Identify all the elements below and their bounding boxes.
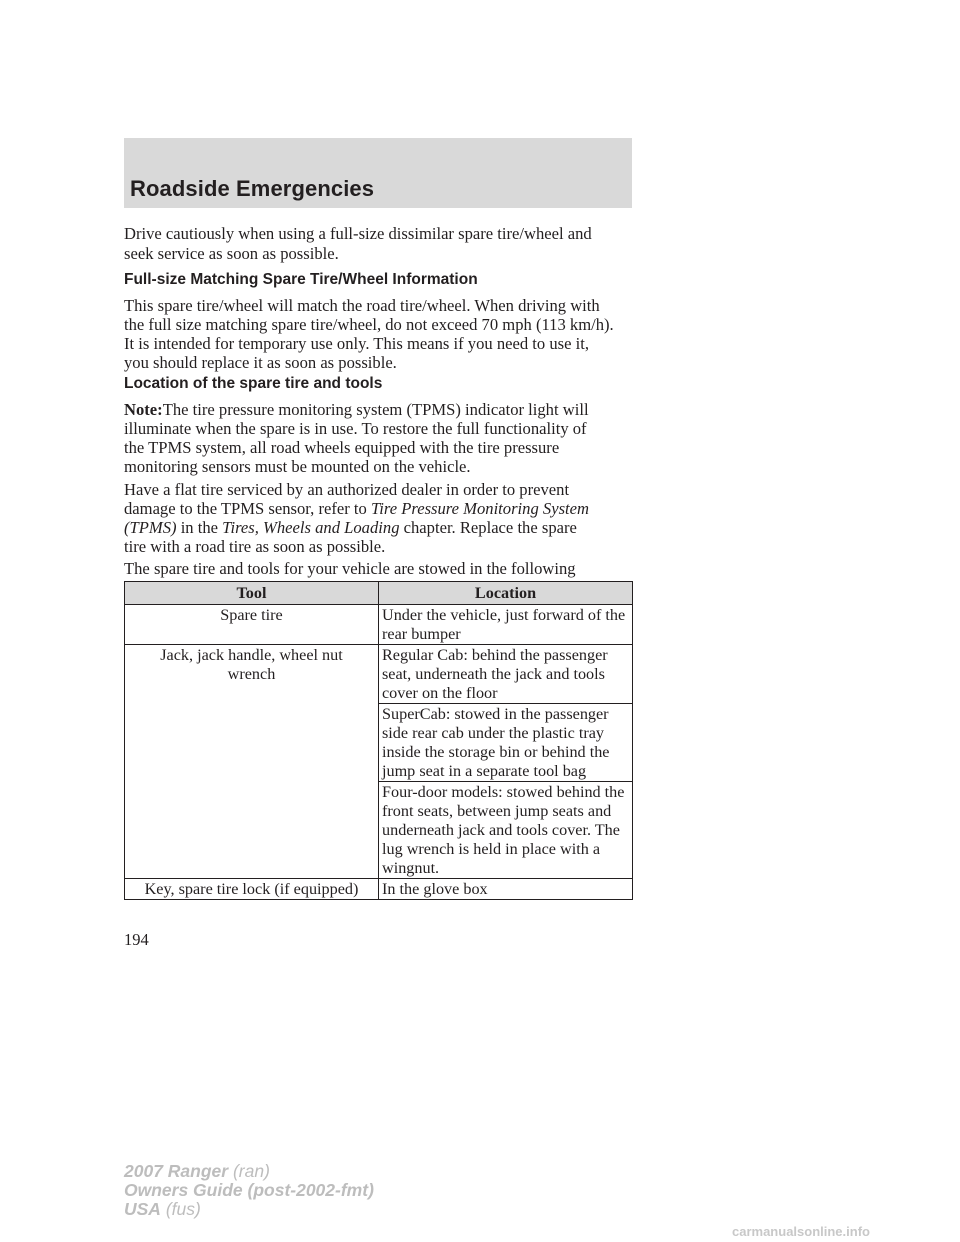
footer-region: USA: [124, 1199, 161, 1219]
intro-line-2: seek service as soon as possible.: [124, 244, 339, 263]
paragraph-line: the full size matching spare tire/wheel, do not exceed 70 mph (113 km/h).: [124, 315, 614, 334]
table-row: [125, 645, 633, 704]
footer-line-2: Owners Guide (post-2002-fmt): [124, 1180, 374, 1200]
note-line: the TPMS system, all road wheels equipped with the tire pressure: [124, 438, 560, 457]
table-cell-location: Four-door models: stowed behind the front seats, between jump seats and underneath jack and tools cover. The lug wrench is held in place with a wingnut.: [379, 782, 633, 879]
table-header-row: [125, 582, 633, 605]
table-cell-tool: Key, spare tire lock (if equipped): [125, 879, 379, 900]
document-footer: [124, 1162, 374, 1219]
footer-line-3: [124, 1200, 374, 1219]
paragraph-line: The spare tire and tools for your vehicle are stowed in the following: [124, 559, 576, 578]
footer-model-code: (ran): [228, 1161, 270, 1181]
footer-region-code: (fus): [160, 1199, 201, 1219]
paragraph-line: tire with a road tire as soon as possible.: [124, 537, 386, 556]
note-line: monitoring sensors must be mounted on the vehicle.: [124, 457, 471, 476]
paragraph-line: [124, 518, 636, 537]
text-run: in the: [176, 518, 223, 537]
paragraph-line: This spare tire/wheel will match the road tire/wheel. When driving with: [124, 296, 600, 315]
paragraph-line: Have a flat tire serviced by an authorized dealer in order to prevent: [124, 480, 570, 499]
table-cell-location: Regular Cab: behind the passenger seat, underneath the jack and tools cover on the floor: [379, 645, 633, 704]
section-title: Roadside Emergencies: [130, 176, 375, 201]
table-cell-location: SuperCab: stowed in the passenger side rear cab under the plastic tray inside the storage bin or behind the jump seat in a separate tool bag: [379, 704, 633, 782]
table-cell-tool: Jack, jack handle, wheel nut wrench: [125, 645, 379, 879]
site-watermark: carmanualsonline.info: [732, 1224, 870, 1239]
link-tpms[interactable]: Tire Pressure Monitoring System: [370, 499, 589, 518]
table-row: [125, 605, 633, 645]
heading-full-size-spare: Full-size Matching Spare Tire/Wheel Information: [124, 271, 478, 288]
link-tires-chapter[interactable]: Tires, Wheels and Loading: [222, 518, 400, 537]
paragraph-line: you should replace it as soon as possible.: [124, 353, 397, 372]
paragraph-line: [124, 499, 636, 518]
table-cell-location: Under the vehicle, just forward of the rear bumper: [379, 605, 633, 645]
table-header-tool: Tool: [125, 582, 379, 605]
table-row: [125, 879, 633, 900]
intro-line-1: Drive cautiously when using a full-size dissimilar spare tire/wheel and: [124, 224, 592, 243]
page-number: 194: [124, 930, 149, 949]
footer-line-1: [124, 1162, 374, 1181]
table-header-location: Location: [379, 582, 633, 605]
text-run: damage to the TPMS sensor, refer to: [124, 499, 371, 518]
paragraph-line: It is intended for temporary use only. This means if you need to use it,: [124, 334, 589, 353]
footer-model: 2007 Ranger: [124, 1161, 229, 1181]
table-cell-tool: Spare tire: [125, 605, 379, 645]
link-tpms-abbrev[interactable]: (TPMS): [124, 518, 177, 537]
table-cell-location: In the glove box: [379, 879, 633, 900]
tools-location-table: [124, 581, 633, 900]
text-run: chapter. Replace the spare: [399, 518, 577, 537]
note-text: The tire pressure monitoring system (TPMS) indicator light will: [162, 400, 589, 419]
note-line: illuminate when the spare is in use. To restore the full functionality of: [124, 419, 587, 438]
heading-location: Location of the spare tire and tools: [124, 375, 383, 392]
note-label: Note:: [124, 400, 163, 419]
note-line-1: [124, 400, 636, 419]
